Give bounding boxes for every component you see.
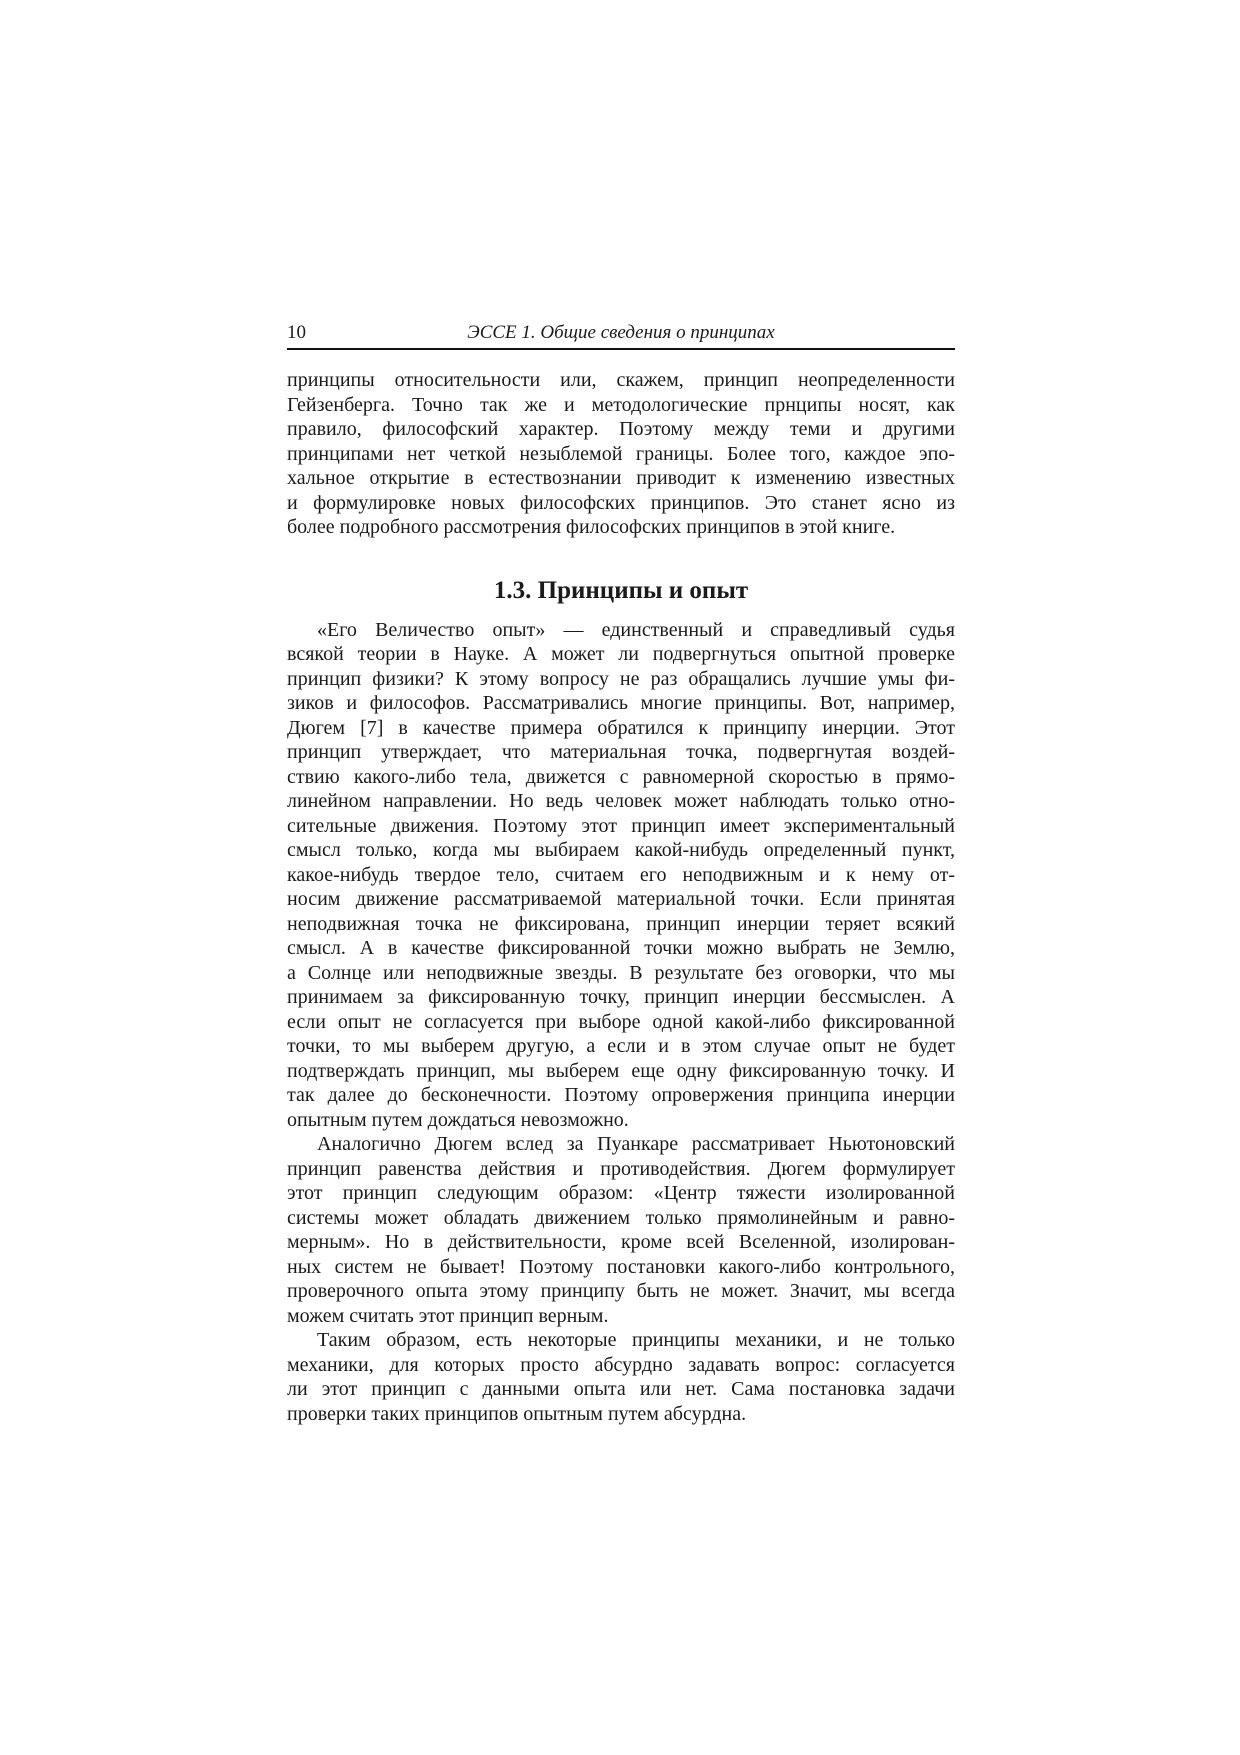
text-line: принимаем за фиксированную точку, принцип инерции бессмыслен. А bbox=[287, 986, 955, 1008]
text-line: если опыт не согласуется при выборе одной какой-либо фиксированной bbox=[287, 1010, 955, 1033]
text-line: хальное открытие в естествознании приводит к изменению известных bbox=[287, 467, 955, 489]
text-line: Гейзенберга. Точно так же и методологические прнципы носят, как bbox=[287, 393, 955, 416]
text-line: можем считать этот принцип верным. bbox=[287, 1304, 609, 1327]
text-line: более подробного рассмотрения философских принципов в этой книге. bbox=[287, 516, 896, 538]
text-line: и формулировке новых философских принципов. Это станет ясно из bbox=[287, 491, 955, 514]
text-line: ных систем не бывает! Поэтому постановки какого-либо контрольного, bbox=[287, 1255, 955, 1278]
text-line: этот принцип следующим образом: «Центр тяжести изолированной bbox=[287, 1182, 955, 1204]
text-line: а Солнце или неподвижные звезды. В результате без оговорки, что мы bbox=[287, 961, 955, 984]
text-line: опытным путем дождаться невозможно. bbox=[287, 1108, 629, 1131]
text-line: всякой теории в Науке. А может ли подвергнуться опытной проверке bbox=[287, 643, 955, 665]
text-line: точки, то мы выберем другую, а если и в этом случае опыт не будет bbox=[287, 1035, 955, 1057]
text-line: зиков и философов. Рассматривались многие принципы. Вот, например, bbox=[287, 692, 955, 714]
text-line: принцип утверждает, что материальная точка, подвергнутая воздей- bbox=[287, 741, 955, 763]
text-line: принцип равенства действия и противодействия. Дюгем формулирует bbox=[287, 1157, 955, 1180]
text-line: принципами нет четкой незыблемой границы. Более того, каждое эпо- bbox=[287, 442, 955, 465]
text-line: принципы относительности или, скажем, принцип неопределенности bbox=[287, 369, 955, 391]
text-line: подтверждать принцип, мы выберем еще одну фиксированную точку. И bbox=[287, 1059, 955, 1082]
paragraph bbox=[287, 1132, 955, 1328]
paragraph bbox=[287, 368, 955, 540]
section-heading: 1.3. Принципы и опыт bbox=[493, 576, 749, 604]
page-body bbox=[287, 368, 955, 1426]
text-line: Дюгем [7] в качестве примера обратился к принципу инерции. Этот bbox=[287, 716, 955, 739]
text-line: проверочного опыта этому принципу быть не может. Значит, мы всегда bbox=[287, 1280, 955, 1302]
text-line: правило, философский характер. Поэтому между теми и другими bbox=[287, 418, 955, 440]
text-line: ли этот принцип с данными опыта или нет. Сама постановка задачи bbox=[287, 1378, 955, 1400]
text-line: Таким образом, есть некоторые принципы механики, и не только bbox=[317, 1329, 955, 1351]
text-line: смысл. А в качестве фиксированной точки можно выбрать не Землю, bbox=[287, 937, 955, 959]
page-number: 10 bbox=[287, 322, 306, 343]
text-line: линейном направлении. Но ведь человек может наблюдать только отно- bbox=[287, 790, 955, 812]
text-line: мерным». Но в действительности, кроме всей Вселенной, изолирован- bbox=[287, 1231, 955, 1253]
text-line: «Его Величество опыт» — единственный и справедливый судья bbox=[317, 618, 955, 641]
text-line: так далее до бесконечности. Поэтому опровержения принципа инерции bbox=[287, 1084, 955, 1106]
text-line: неподвижная точка не фиксирована, принцип инерции теряет всякий bbox=[287, 912, 955, 935]
text-line: носим движение рассматриваемой материальной точки. Если принятая bbox=[287, 888, 955, 910]
text-line: проверки таких принципов опытным путем абсурдна. bbox=[287, 1402, 747, 1425]
paragraph bbox=[287, 618, 955, 1133]
running-header bbox=[287, 322, 955, 350]
running-title: ЭССЕ 1. Общие сведения о принципах bbox=[467, 322, 775, 343]
text-line: системы может обладать движением только прямолинейным и равно- bbox=[287, 1206, 955, 1229]
text-line: какое-нибудь твердое тело, считаем его неподвижным и к нему от- bbox=[287, 863, 955, 886]
text-line: механики, для которых просто абсурдно задавать вопрос: согласуется bbox=[287, 1353, 955, 1376]
text-line: принцип физики? К этому вопросу не раз обращались лучшие умы фи- bbox=[287, 667, 955, 690]
text-line: смысл только, когда мы выбираем какой-нибудь определенный пункт, bbox=[287, 839, 955, 861]
text-line: Аналогично Дюгем вслед за Пуанкаре рассматривает Ньютоновский bbox=[317, 1133, 955, 1155]
paragraph bbox=[287, 1328, 955, 1426]
text-line: сительные движения. Поэтому этот принцип имеет экспериментальный bbox=[287, 814, 955, 837]
text-line: ствию какого-либо тела, движется с равномерной скоростью в прямо- bbox=[287, 765, 955, 788]
